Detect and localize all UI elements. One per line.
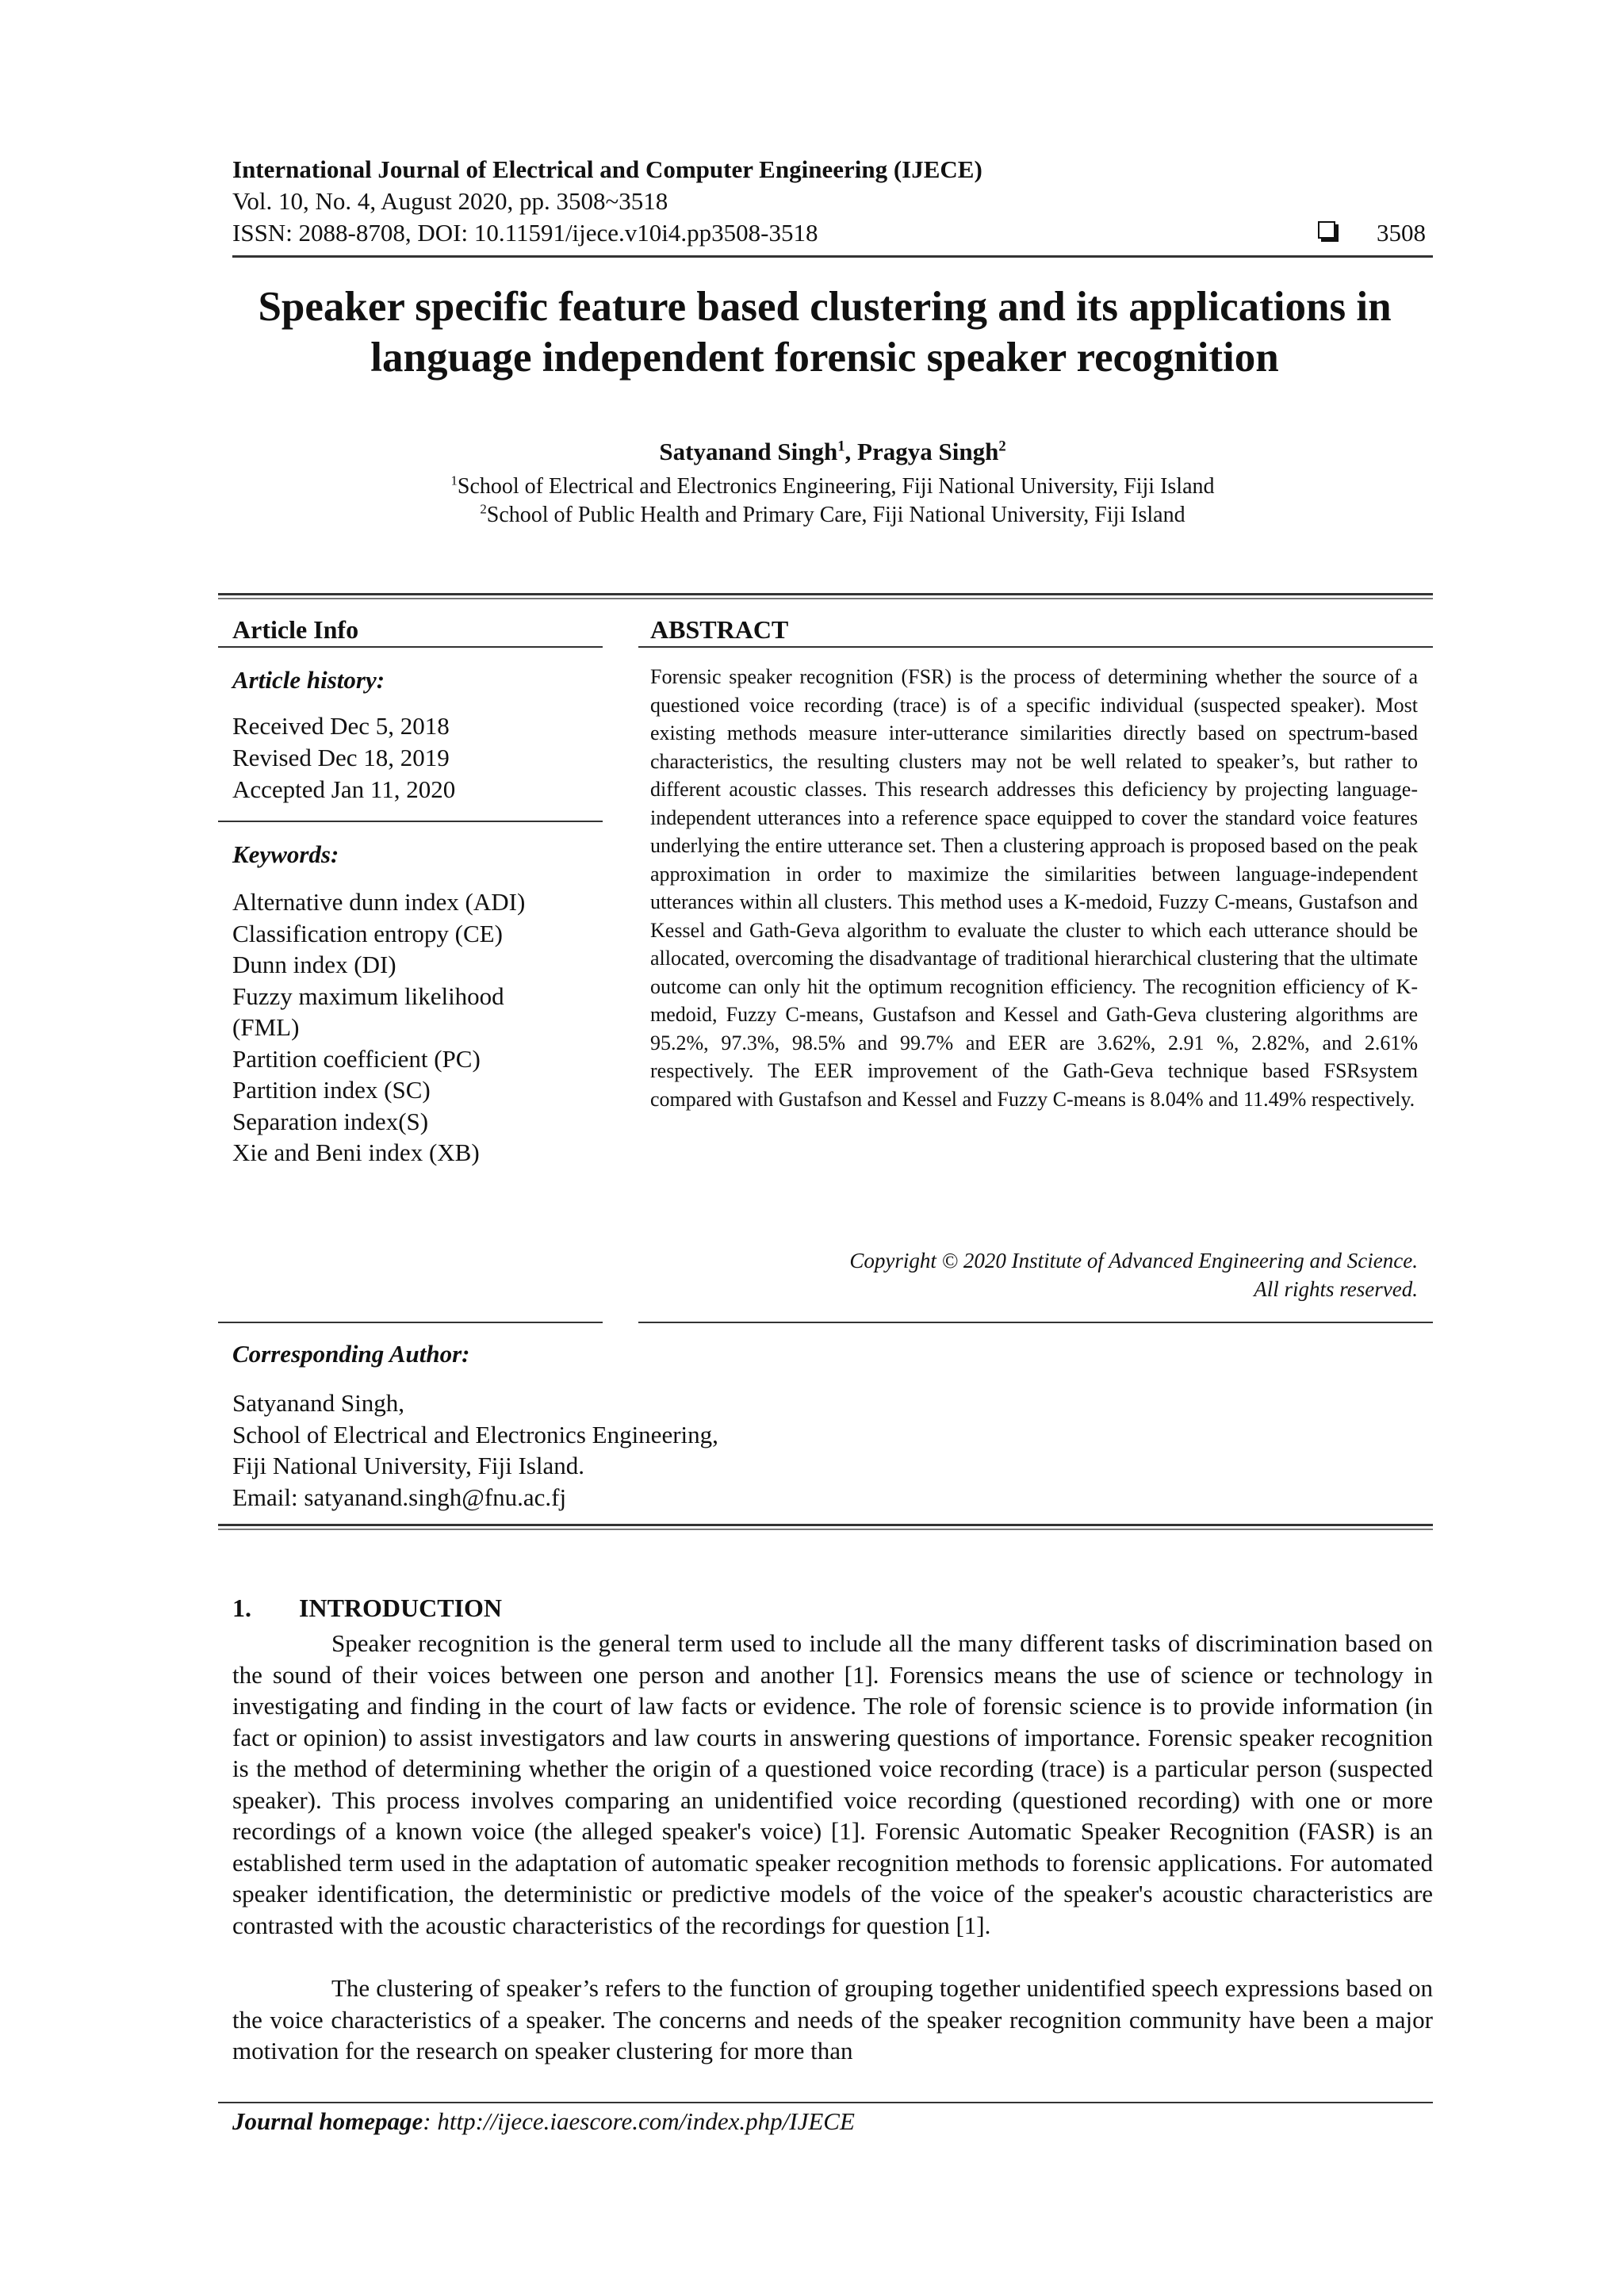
volume-info: Vol. 10, No. 4, August 2020, pp. 3508~3518 — [232, 187, 668, 215]
article-info-rule — [218, 646, 603, 648]
affil-2-text: School of Public Health and Primary Care, Fiji National University, Fiji Island — [486, 503, 1185, 527]
header-rule — [232, 255, 1433, 258]
homepage-separator: : — [423, 2107, 438, 2135]
article-info-bottom-rule — [218, 1322, 603, 1323]
abstract-text: Forensic speaker recognition (FSR) is the process of determining whether the source of a questioned voice recording (trace) is of a specific individual (suspected speaker). Most existing methods measure inter-utterance similarities directly based on spectrum-based characteristics, the resulting clusters may not be well related to speaker’s, but rather to different acoustic classes. This research addresses this deficiency by projecting language-independent utterances into a reference space equipped to cover the standard voice features underlying the entire utterance set. Then a clustering approach is proposed based on the peak approximation in order to maximize the similarities between language-independent utterances within all clusters. This method uses a K-medoid, Fuzzy C-means, Gustafson and Kessel and Gath-Geva algorithm to evaluate the cluster to which each utterance should be allocated, overcoming the disadvantage of traditional hierarchical clustering that the ultimate outcome can only hit the optimum recognition efficiency. The recognition efficiency of K-medoid, Fuzzy C-means, Gustafson and Kessel and Gath-Geva clustering algorithms are 95.2%, 97.3%, 98.5% and 99.7% and EER are 3.62%, 2.91 %, 2.82%, and 2.61% respectively. The EER improvement of the Gath-Geva technique based FSRsystem compared with Gustafson and Kessel and Fuzzy C-means is 8.04% and 11.49% respectively. — [650, 665, 1418, 1111]
intro-heading-number: 1. — [232, 1594, 251, 1622]
affil-2-sup: 2 — [480, 501, 487, 517]
abstract-bottom-rule — [638, 1322, 1433, 1323]
keyword-item: Partition coefficient (PC) — [232, 1044, 481, 1073]
infobox-top-rule-2 — [218, 598, 1433, 599]
corresponding-name: Satyanand Singh, — [232, 1389, 404, 1417]
infobox-bottom-rule-1 — [218, 1524, 1433, 1526]
title-line-2: language independent forensic speaker recognition — [370, 335, 1279, 381]
keyword-item: Separation index(S) — [232, 1107, 429, 1135]
page-number: 3508 — [1377, 219, 1426, 247]
author-separator: , — [845, 438, 858, 465]
keywords-rule — [218, 821, 603, 822]
journal-homepage — [232, 2107, 855, 2136]
revised-date: Revised Dec 18, 2019 — [232, 744, 450, 771]
affil-1-text: School of Electrical and Electronics Engineering, Fiji National University, Fiji Island — [457, 474, 1215, 499]
author-list — [232, 438, 1433, 466]
corresponding-email: Email: satyanand.singh@fnu.ac.fj — [232, 1483, 567, 1511]
corresponding-author-block — [232, 1387, 718, 1513]
keyword-item: Fuzzy maximum likelihood — [232, 982, 504, 1010]
corresponding-university: Fiji National University, Fiji Island. — [232, 1452, 585, 1479]
homepage-label: Journal homepage — [232, 2107, 423, 2135]
keyword-item: Alternative dunn index (ADI) — [232, 888, 526, 916]
corresponding-author-heading: Corresponding Author: — [232, 1340, 470, 1368]
keyword-item: (FML) — [232, 1013, 300, 1041]
affiliation-1 — [232, 474, 1433, 499]
keyword-item: Xie and Beni index (XB) — [232, 1138, 480, 1166]
journal-name: International Journal of Electrical and Computer Engineering (IJECE) — [232, 155, 982, 183]
keywords-heading: Keywords: — [232, 840, 339, 868]
affil-1-sup: 1 — [450, 473, 458, 488]
abstract-heading: ABSTRACT — [650, 615, 789, 644]
footer-rule — [218, 2102, 1433, 2103]
homepage-url[interactable]: http://ijece.iaescore.com/index.php/IJECE — [437, 2107, 855, 2135]
keywords-list — [232, 886, 525, 1169]
author-1-sup: 1 — [837, 438, 845, 455]
intro-paragraph-2: The clustering of speaker’s refers to the function of grouping together unidentified speech expressions based on the voice characteristics of a speaker. The concerns and needs of the speaker recognition community have been a major motivation for the research on speaker clustering for more than — [232, 1974, 1433, 2064]
affiliation-2 — [232, 503, 1433, 528]
issn-doi: ISSN: 2088-8708, DOI: 10.11591/ijece.v10i4.pp3508-3518 — [232, 219, 818, 247]
article-history-heading: Article history: — [232, 666, 385, 694]
author-2-sup: 2 — [998, 438, 1006, 455]
author-2: Pragya Singh — [857, 438, 999, 465]
keyword-item: Classification entropy (CE) — [232, 919, 503, 947]
intro-heading — [232, 1594, 502, 1623]
received-date: Received Dec 5, 2018 — [232, 712, 450, 740]
copyright-line-2: All rights reserved. — [1254, 1277, 1418, 1301]
checkbox-square-icon — [1318, 221, 1335, 239]
author-1: Satyanand Singh — [659, 438, 838, 465]
title-line-1: Speaker specific feature based clustering and its applications in — [258, 284, 1392, 330]
infobox-top-rule-1 — [218, 593, 1433, 595]
intro-paragraph-1: Speaker recognition is the general term used to include all the many different tasks of discrimination based on the sound of their voices between one person and another [1]. Forensics means the use of science or technology in investigating and finding in the court of law facts or evidence. The role of forensic science is to provide information (in fact or opinion) to assist investigators and law courts in answering questions of importance. Forensic speaker recognition is the method of determining whether the origin of a questioned voice recording (trace) is a particular person (suspected speaker). This process involves comparing an unidentified voice recording (questioned recording) with one or more recordings of a known voice (the alleged speaker's voice) [1]. Forensic Automatic Speaker Recognition (FASR) is an established term used in the adaptation of automatic speaker recognition methods to forensic applications. For automated speaker identification, the deterministic or predictive models of the voice of the speaker's acoustic characteristics are contrasted with the acoustic characteristics of the recordings for question [1]. — [232, 1629, 1433, 1939]
keyword-item: Partition index (SC) — [232, 1076, 431, 1104]
article-info-heading: Article Info — [232, 615, 359, 644]
copyright-line-1: Copyright © 2020 Institute of Advanced Engineering and Science. — [849, 1249, 1418, 1272]
corresponding-school: School of Electrical and Electronics Engineering, — [232, 1420, 718, 1448]
intro-heading-text: INTRODUCTION — [299, 1594, 503, 1622]
infobox-bottom-rule-2 — [218, 1529, 1433, 1530]
keyword-item: Dunn index (DI) — [232, 951, 396, 978]
abstract-rule — [638, 646, 1433, 648]
paper-title — [222, 281, 1427, 383]
accepted-date: Accepted Jan 11, 2020 — [232, 775, 456, 803]
